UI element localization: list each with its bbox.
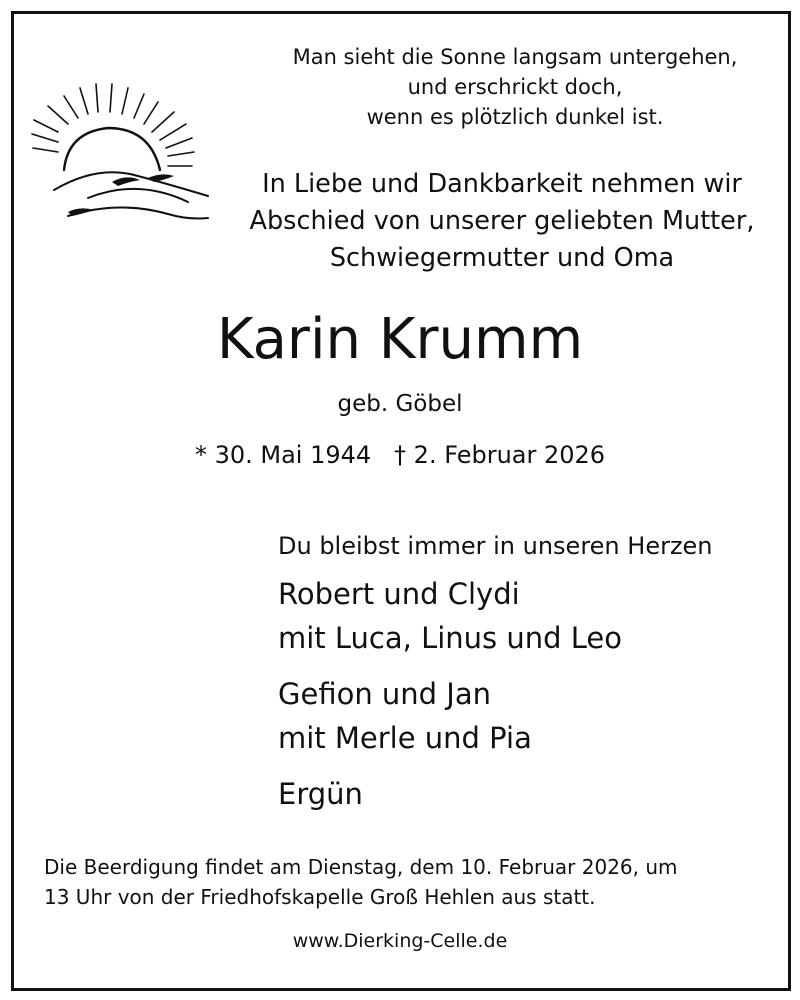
- intro-line: Schwiegermutter und Oma: [329, 243, 675, 273]
- funeral-line: Die Beerdigung findet am Dienstag, dem 10. Februar 2026, um: [44, 855, 678, 879]
- intro-line: In Liebe und Dankbarkeit nehmen wir: [262, 169, 742, 199]
- birth-date: * 30. Mai 1944: [194, 441, 372, 469]
- family-line: mit Luca, Linus und Leo: [278, 621, 622, 655]
- farewell-intro: [222, 166, 782, 277]
- family-line: Gefion und Jan: [278, 677, 492, 711]
- life-dates: [0, 437, 800, 473]
- death-date: † 2. Februar 2026: [394, 441, 606, 469]
- mourners-intro: Du bleibst immer in unseren Herzen: [278, 532, 713, 560]
- family-line: Ergün: [278, 777, 363, 811]
- funeral-home-website: www.Dierking-Celle.de: [292, 930, 508, 952]
- family-list: [278, 572, 622, 828]
- poem-line: wenn es plötzlich dunkel ist.: [366, 105, 664, 129]
- deceased-name-text: Karin Krumm: [216, 307, 584, 372]
- poem-verse: [250, 42, 780, 132]
- funeral-notice: [44, 852, 764, 912]
- deceased-name: [0, 300, 800, 380]
- family-line: Robert und Clydi: [278, 577, 520, 611]
- birth-name: geb. Göbel: [337, 391, 463, 417]
- family-group: [278, 672, 622, 760]
- family-group: [278, 772, 622, 816]
- family-group: [278, 572, 622, 660]
- poem-line: Man sieht die Sonne langsam untergehen,: [292, 45, 738, 69]
- family-line: mit Merle und Pia: [278, 721, 532, 755]
- poem-line: und erschrickt doch,: [407, 75, 623, 99]
- intro-line: Abschied von unserer geliebten Mutter,: [249, 206, 755, 236]
- sunset-over-hills-icon: [28, 78, 213, 228]
- funeral-line: 13 Uhr von der Friedhofskapelle Groß Hehlen aus statt.: [44, 885, 596, 909]
